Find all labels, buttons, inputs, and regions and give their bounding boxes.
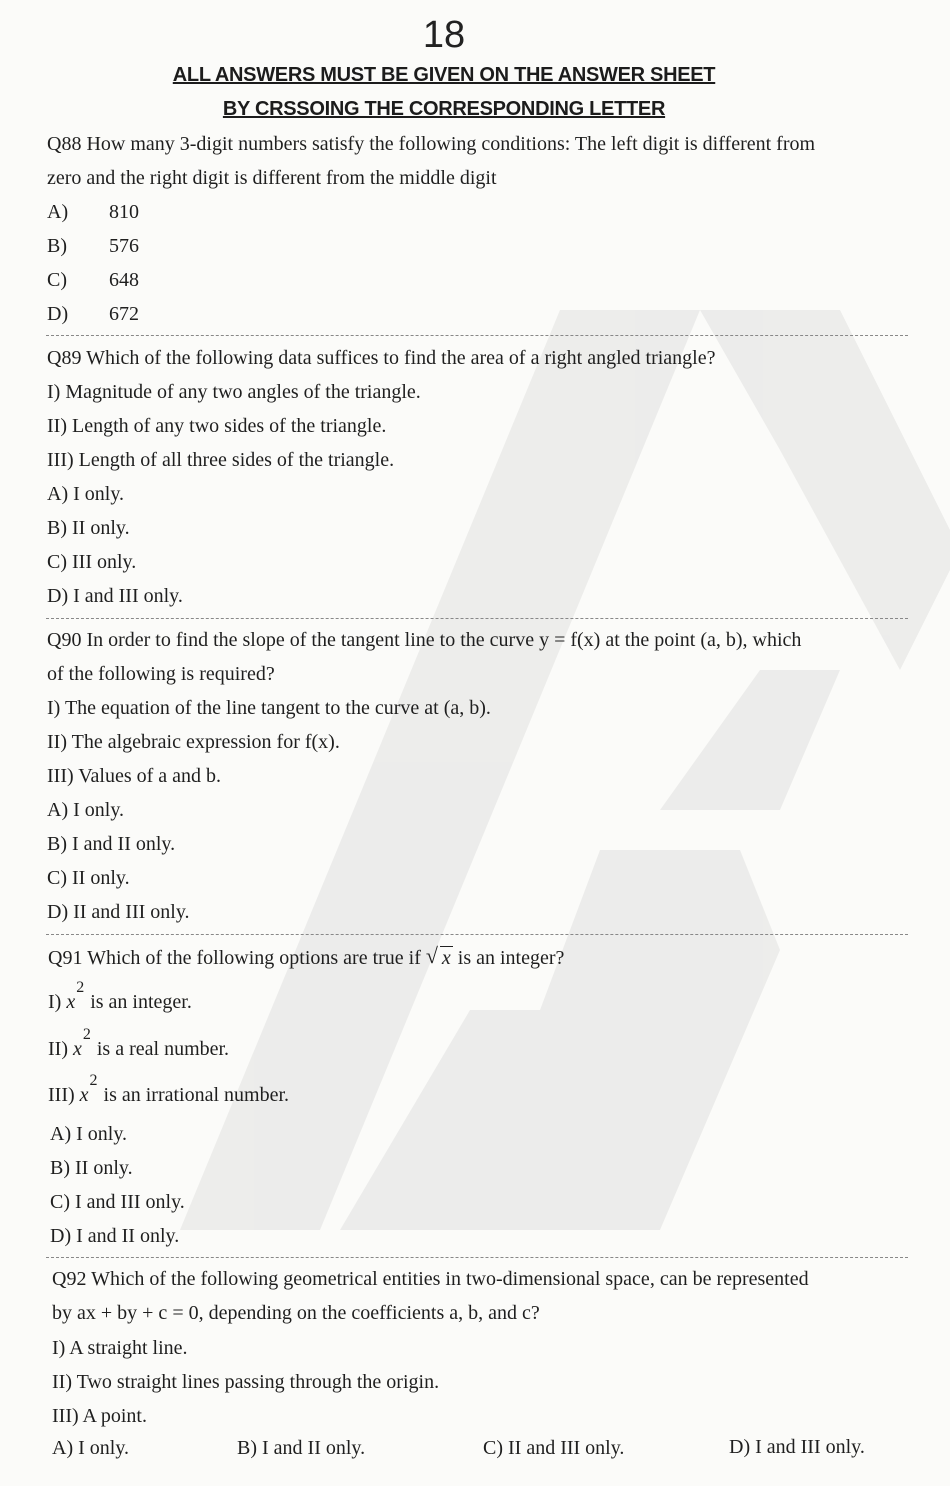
option-letter: D) bbox=[47, 303, 69, 325]
q91-statement-2 bbox=[48, 1026, 230, 1063]
math-exponent: 2 bbox=[76, 979, 85, 996]
option-value: 672 bbox=[109, 303, 139, 325]
question-divider bbox=[46, 335, 908, 336]
q88-text-line1: Q88 How many 3-digit numbers satisfy the following conditions: The left digit is different from bbox=[47, 133, 816, 155]
q92-statement-2: II) Two straight lines passing through the origin. bbox=[52, 1371, 440, 1393]
q88-option-a bbox=[47, 200, 139, 224]
option-value: 576 bbox=[109, 235, 139, 257]
q89-option-c: C) III only. bbox=[47, 551, 137, 573]
q91-statement-1 bbox=[48, 979, 192, 1016]
q89-statement-1: I) Magnitude of any two angles of the triangle. bbox=[47, 381, 421, 403]
math-variable: x bbox=[79, 1084, 89, 1106]
q90-option-d: D) II and III only. bbox=[47, 901, 190, 923]
q92-option-c: C) II and III only. bbox=[483, 1437, 625, 1459]
q88-text-line2: zero and the right digit is different from the middle digit bbox=[47, 167, 497, 189]
option-letter: C) bbox=[47, 269, 67, 291]
statement-text: is an irrational number. bbox=[103, 1084, 290, 1106]
q90-statement-1: I) The equation of the line tangent to the curve at (a, b). bbox=[47, 697, 491, 719]
option-letter: A) bbox=[47, 201, 69, 223]
math-variable: x bbox=[66, 991, 76, 1013]
option-value: 648 bbox=[109, 269, 139, 291]
q89-statement-2: II) Length of any two sides of the triangle. bbox=[47, 415, 387, 437]
q89-option-a: A) I only. bbox=[47, 483, 125, 505]
question-divider bbox=[46, 618, 908, 619]
statement-number: II) bbox=[48, 1038, 73, 1060]
q91-statement-3 bbox=[48, 1072, 290, 1109]
statement-number: III) bbox=[48, 1084, 80, 1106]
q91-option-d: D) I and II only. bbox=[50, 1225, 180, 1247]
q92-statement-3: III) A point. bbox=[52, 1405, 147, 1427]
question-divider bbox=[46, 1257, 908, 1258]
q90-statement-3: III) Values of a and b. bbox=[47, 765, 222, 787]
question-divider bbox=[46, 934, 908, 935]
q88-option-b bbox=[47, 234, 139, 258]
q91-text bbox=[48, 946, 564, 970]
math-exponent: 2 bbox=[89, 1072, 98, 1089]
option-value: 810 bbox=[109, 201, 139, 223]
q90-text-line2: of the following is required? bbox=[47, 663, 275, 685]
statement-text: is a real number. bbox=[96, 1038, 230, 1060]
q91-text-prefix: Q91 Which of the following options are true if bbox=[48, 947, 426, 969]
q92-text-line2: by ax + by + c = 0, depending on the coefficients a, b, and c? bbox=[52, 1302, 540, 1324]
q92-statement-1: I) A straight line. bbox=[52, 1337, 188, 1359]
option-letter: B) bbox=[47, 235, 67, 257]
q91-text-suffix: is an integer? bbox=[452, 947, 565, 969]
instruction-heading-line2: BY CRSSOING THE CORRESPONDING LETTER bbox=[222, 98, 666, 120]
q92-option-d: D) I and III only. bbox=[729, 1436, 865, 1458]
q90-option-c: C) II only. bbox=[47, 867, 130, 889]
math-exponent: 2 bbox=[82, 1026, 91, 1043]
q89-statement-3: III) Length of all three sides of the triangle. bbox=[47, 449, 395, 471]
statement-number: I) bbox=[48, 991, 67, 1013]
math-variable: x bbox=[72, 1038, 82, 1060]
q91-option-c: C) I and III only. bbox=[50, 1191, 185, 1213]
page-number: 18 bbox=[422, 14, 466, 56]
q88-option-c bbox=[47, 268, 139, 292]
q89-option-d: D) I and III only. bbox=[47, 585, 183, 607]
q91-option-a: A) I only. bbox=[50, 1123, 128, 1145]
q90-option-b: B) I and II only. bbox=[47, 833, 176, 855]
q89-text: Q89 Which of the following data suffices to find the area of a right angled triangle? bbox=[47, 347, 716, 369]
statement-text: is an integer. bbox=[90, 991, 192, 1013]
q90-statement-2: II) The algebraic expression for f(x). bbox=[47, 731, 340, 753]
q91-option-b: B) II only. bbox=[50, 1157, 133, 1179]
q88-option-d bbox=[47, 302, 139, 326]
q89-option-b: B) II only. bbox=[47, 517, 130, 539]
instruction-heading-line1: ALL ANSWERS MUST BE GIVEN ON THE ANSWER SHEET bbox=[172, 64, 716, 86]
q92-option-b: B) I and II only. bbox=[237, 1437, 366, 1459]
q90-text-line1: Q90 In order to find the slope of the tangent line to the curve y = f(x) at the point (a, b), which bbox=[47, 629, 802, 651]
sqrt-radicand: x bbox=[441, 947, 451, 969]
q92-text-line1: Q92 Which of the following geometrical entities in two-dimensional space, can be represented bbox=[52, 1268, 809, 1290]
q90-option-a: A) I only. bbox=[47, 799, 125, 821]
sqrt-symbol bbox=[426, 946, 453, 970]
q92-option-a: A) I only. bbox=[52, 1437, 130, 1459]
